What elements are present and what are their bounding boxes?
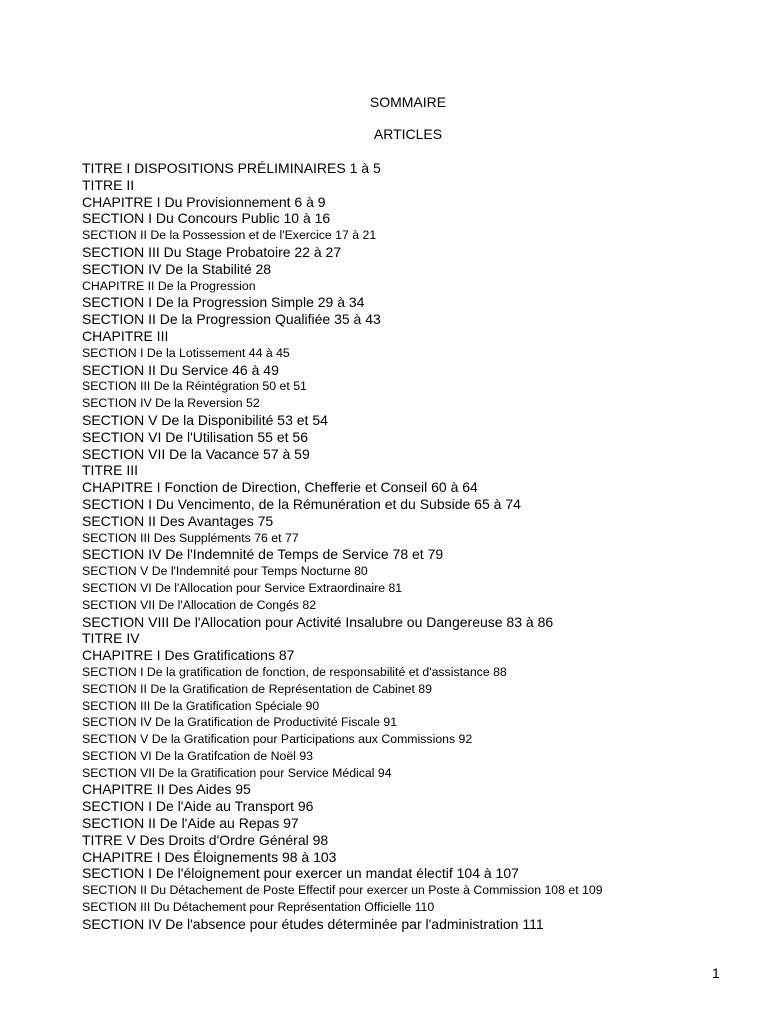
toc-entry: SECTION VII De la Vacance 57 à 59: [82, 445, 310, 462]
toc-entry: SECTION VI De l'Allocation pour Service Extraordinaire 81: [82, 580, 403, 595]
toc-entry: SECTION II De la Possession et de l'Exercice 17 à 21: [82, 228, 377, 243]
toc-entry: SECTION I De la gratification de fonction, de responsabilité et d'assistance 88: [82, 664, 507, 679]
page-number: 1: [712, 965, 720, 981]
toc-entry: SECTION III De la Gratification Spéciale 90: [82, 698, 320, 713]
table-of-contents: [82, 160, 762, 933]
toc-entry: SECTION IV De l'Indemnité de Temps de Service 78 et 79: [82, 546, 444, 563]
toc-entry: TITRE V Des Droits d'Ordre Général 98: [82, 831, 329, 848]
toc-entry: TITRE III: [82, 462, 138, 479]
toc-entry: SECTION VI De l'Utilisation 55 et 56: [82, 428, 308, 445]
toc-entry: SECTION IV De la Gratification de Productivité Fiscale 91: [82, 715, 398, 730]
toc-entry: SECTION IV De la Stabilité 28: [82, 260, 272, 277]
toc-entry: SECTION I Du Vencimento, de la Rémunération et du Subside 65 à 74: [82, 495, 521, 512]
toc-entry: TITRE I DISPOSITIONS PRÉLIMINAIRES 1 à 5: [82, 160, 381, 176]
toc-entry: CHAPITRE I Du Provisionnement 6 à 9: [82, 193, 326, 210]
toc-entry: SECTION V De l'Indemnité pour Temps Nocturne 80: [82, 564, 368, 579]
toc-entry: SECTION II Des Avantages 75: [82, 512, 274, 529]
toc-entry: SECTION II De la Progression Qualifiée 35 à 43: [82, 311, 381, 328]
toc-entry: SECTION VIII De l'Allocation pour Activité Insalubre ou Dangereuse 83 à 86: [82, 613, 554, 630]
toc-entry: SECTION II Du Service 46 à 49: [82, 361, 279, 378]
toc-entry: SECTION I De la Lotissement 44 à 45: [82, 345, 290, 360]
toc-entry: CHAPITRE II De la Progression: [82, 278, 256, 293]
document-heading: SOMMAIRE: [369, 94, 447, 110]
document-subheading: ARTICLES: [373, 126, 443, 142]
toc-entry: SECTION IV De la Reversion 52: [82, 396, 260, 411]
toc-entry: SECTION II Du Détachement de Poste Effectif pour exercer un Poste à Commission 108 et 109: [82, 883, 603, 898]
toc-entry: SECTION III Des Suppléments 76 et 77: [82, 530, 299, 545]
toc-entry: SECTION VI De la Gratifcation de Noël 93: [82, 748, 314, 763]
toc-entry: CHAPITRE I Des Éloignements 98 à 103: [82, 848, 337, 865]
toc-entry: SECTION V De la Gratification pour Participations aux Commissions 92: [82, 732, 473, 747]
toc-entry: SECTION I De l'éloignement pour exercer un mandat électif 104 à 107: [82, 865, 519, 882]
toc-entry: SECTION II De l'Aide au Repas 97: [82, 815, 299, 832]
toc-entry: TITRE IV: [82, 630, 140, 647]
toc-entry: SECTION VII De la Gratification pour Service Médical 94: [82, 765, 392, 780]
toc-entry: SECTION III Du Détachement pour Représentation Officielle 110: [82, 900, 435, 915]
toc-entry: SECTION III Du Stage Probatoire 22 à 27: [82, 243, 342, 260]
toc-entry: SECTION III De la Réintégration 50 et 51: [82, 379, 307, 394]
toc-entry: TITRE II: [82, 176, 135, 193]
toc-entry: SECTION I De la Progression Simple 29 à 34: [82, 294, 365, 311]
toc-entry: CHAPITRE I Fonction de Direction, Chefferie et Conseil 60 à 64: [82, 479, 478, 496]
toc-entry: SECTION IV De l'absence pour études déterminée par l'administration 111: [82, 915, 544, 932]
toc-entry: SECTION I Du Concours Public 10 à 16: [82, 210, 331, 227]
toc-entry: CHAPITRE II Des Aides 95: [82, 781, 251, 798]
toc-entry: CHAPITRE I Des Gratifications 87: [82, 647, 295, 664]
toc-entry: SECTION VII De l'Allocation de Congés 82: [82, 597, 317, 612]
toc-entry: CHAPITRE III: [82, 327, 169, 344]
toc-entry: SECTION I De l'Aide au Transport 96: [82, 798, 314, 815]
toc-entry: SECTION V De la Disponibilité 53 et 54: [82, 411, 328, 428]
toc-entry: SECTION II De la Gratification de Représentation de Cabinet 89: [82, 681, 432, 696]
